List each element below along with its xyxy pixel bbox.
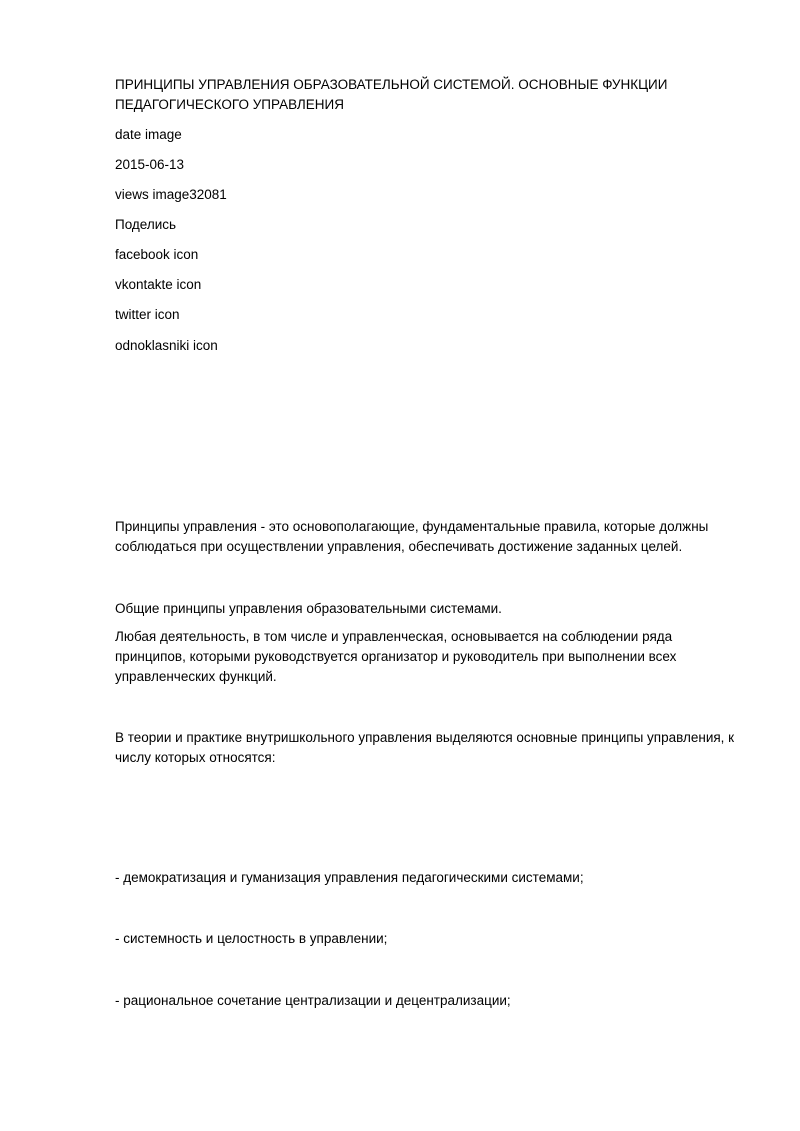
publish-date: 2015-06-13 bbox=[115, 157, 185, 172]
paragraph-activity bbox=[115, 627, 755, 687]
page-title bbox=[115, 75, 755, 115]
principle-list-item: - демократизация и гуманизация управления педагогическими системами; bbox=[115, 870, 584, 885]
paragraph-theory bbox=[115, 728, 755, 768]
page-title-line-2: ПЕДАГОГИЧЕСКОГО УПРАВЛЕНИЯ bbox=[115, 97, 344, 112]
views-count: views image32081 bbox=[115, 187, 227, 202]
paragraph-line: управленческих функций. bbox=[115, 669, 277, 684]
principle-list-item: - рациональное сочетание централизации и децентрализации; bbox=[115, 993, 511, 1008]
page-title-line-1: ПРИНЦИПЫ УПРАВЛЕНИЯ ОБРАЗОВАТЕЛЬНОЙ СИСТЕМОЙ. ОСНОВНЫЕ ФУНКЦИИ bbox=[115, 77, 668, 92]
vkontakte-share-link[interactable]: vkontakte icon bbox=[115, 277, 202, 292]
paragraph-line: соблюдаться при осуществлении управления, обеспечивать достижение заданных целей. bbox=[115, 539, 683, 554]
paragraph-line: Любая деятельность, в том числе и управленческая, основывается на соблюдении ряда bbox=[115, 629, 673, 644]
principle-list-item: - системность и целостность в управлении; bbox=[115, 931, 388, 946]
paragraph-subheading: Общие принципы управления образовательными системами. bbox=[115, 601, 502, 616]
paragraph-line: В теории и практике внутришкольного управления выделяются основные принципы управления, к bbox=[115, 730, 735, 745]
share-label: Поделись bbox=[115, 217, 177, 232]
odnoklassniki-share-link[interactable]: odnoklasniki icon bbox=[115, 338, 218, 353]
paragraph-definition bbox=[115, 517, 755, 557]
twitter-share-link[interactable]: twitter icon bbox=[115, 307, 180, 322]
paragraph-line: Принципы управления - это основополагающие, фундаментальные правила, которые должны bbox=[115, 519, 709, 534]
facebook-share-link[interactable]: facebook icon bbox=[115, 247, 199, 262]
paragraph-line: числу которых относятся: bbox=[115, 750, 276, 765]
paragraph-line: принципов, которыми руководствуется организатор и руководитель при выполнении всех bbox=[115, 649, 677, 664]
date-image-label: date image bbox=[115, 127, 182, 142]
